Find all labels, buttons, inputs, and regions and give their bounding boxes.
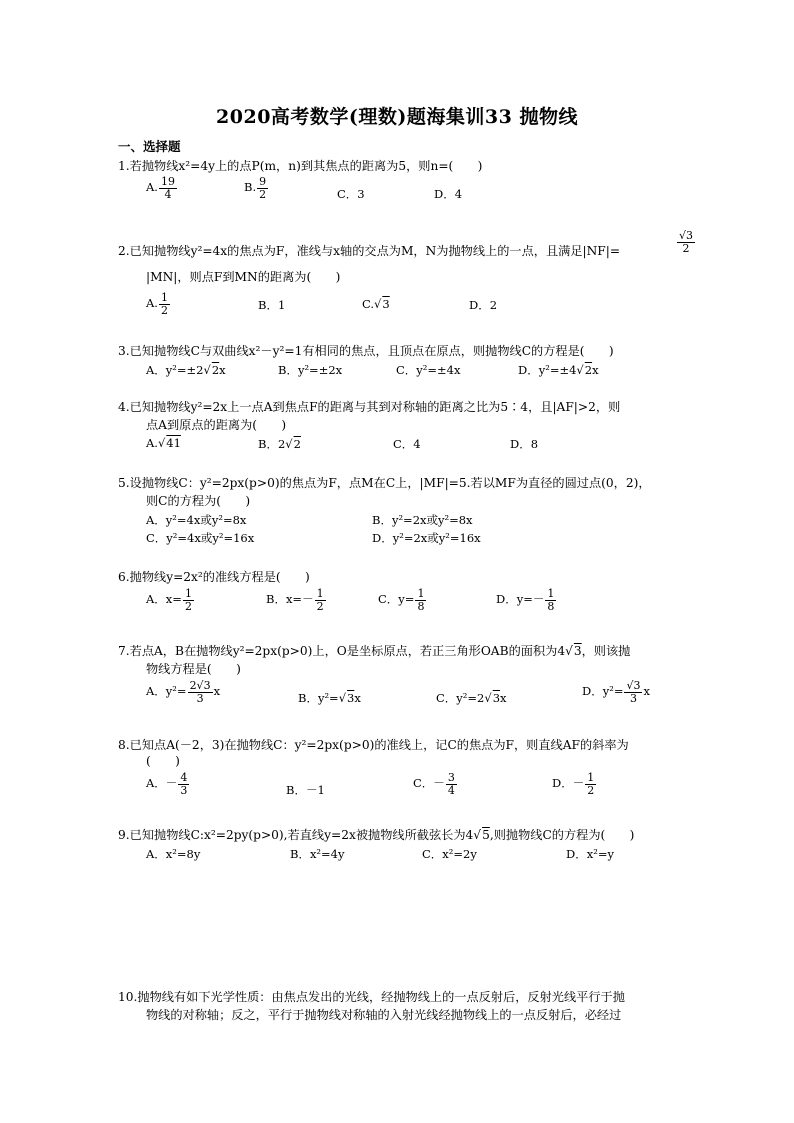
question-3-stem: 3.已知抛物线C与双曲线x²－y²=1有相同的焦点，且顶点在原点，则抛物线C的方程是( ) — [118, 344, 614, 358]
q6-option-b: B．x=－ $\frac{1}{2}$ — [266, 587, 324, 613]
question-7-stem-line1: 7.若点A，B在抛物线y²=2px(p>0)上，O是坐标原点，若正三角形OAB的面积为4√3，则该抛 — [118, 644, 631, 658]
q2-stem-fraction: $\frac{√3}{2}$ — [679, 229, 694, 255]
q5-option-a: A．y²=4x或y²=8x — [146, 513, 247, 527]
section-heading: 一、选择题 — [118, 139, 181, 154]
question-4-stem-line2: 点A到原点的距离为( ) — [146, 418, 287, 432]
q4-option-d: D．8 — [510, 437, 539, 451]
q9-option-c: C．x²=2y — [422, 847, 477, 861]
q6-option-a: A．x= $\frac{1}{2}$ — [146, 587, 192, 613]
q1-option-c: C．3 — [337, 187, 365, 201]
q8-option-b: B．－1 — [286, 783, 325, 797]
q9-option-b: B．x²=4y — [290, 847, 345, 861]
q7-option-d: D．y²= $\frac{√3}{3}$ x — [582, 679, 650, 705]
q2-option-d: D．2 — [469, 298, 498, 312]
question-5-stem-line2: 则C的方程为( ) — [146, 494, 251, 508]
q3-option-c: C．y²=±4x — [396, 363, 461, 377]
question-10-stem-line1: 10.抛物线有如下光学性质：由焦点发出的光线，经抛物线上的一点反射后，反射光线平行于抛 — [118, 990, 625, 1004]
q8-option-c: C．－ $\frac{3}{4}$ — [413, 771, 455, 797]
q4-option-c: C．4 — [393, 437, 421, 451]
q5-option-d: D．y²=2x或y²=16x — [372, 531, 481, 545]
q9-option-a: A．x²=8y — [146, 847, 201, 861]
question-10-stem-line2: 物线的对称轴；反之，平行于抛物线对称轴的入射光线经抛物线上的一点反射后，必经过 — [146, 1008, 622, 1022]
q3-option-b: B．y²=±2x — [278, 363, 343, 377]
question-5-stem-line1: 5.设抛物线C：y²=2px(p>0)的焦点为F，点M在C上，|MF|=5.若以MF为直径的圆过点(0，2)， — [118, 476, 651, 490]
q5-option-b: B．y²=2x或y²=8x — [372, 513, 473, 527]
question-2-stem-line2: |MN|，则点F到MN的距离为( ) — [146, 270, 341, 284]
page-title: 2020高考数学(理数)题海集训33 抛物线 — [216, 106, 578, 128]
q1-option-d: D．4 — [434, 187, 463, 201]
q6-option-d: D．y=－ $\frac{1}{8}$ — [496, 587, 555, 613]
q3-option-a: A．y²=±2√2x — [146, 363, 226, 377]
q2-option-a: A. $\frac{1}{2}$ — [146, 291, 168, 317]
question-7-stem-line2: 物线方程是( ) — [146, 662, 241, 676]
q1-option-a: A. $\frac{19}{4}$ — [146, 175, 175, 201]
q7-option-a: A．y²= $\frac{2√3}{3}$ x — [146, 679, 221, 705]
q8-option-d: D．－ $\frac{1}{2}$ — [552, 771, 595, 797]
q4-option-a: A.√41 — [146, 436, 181, 450]
q7-option-c: C．y²=2√3x — [436, 691, 507, 705]
q5-option-c: C．y²=4x或y²=16x — [146, 531, 255, 545]
q9-option-d: D．x²=y — [566, 847, 614, 861]
q6-option-c: C．y= $\frac{1}{8}$ — [378, 587, 425, 613]
q3-option-d: D．y²=±4√2x — [518, 363, 599, 377]
question-9-stem: 9.已知抛物线C:x²=2py(p>0),若直线y=2x被抛物线所截弦长为4√5,则抛物线C的方程为( ) — [118, 828, 635, 842]
q2-option-b: B．1 — [258, 298, 286, 312]
question-8-stem-line1: 8.已知点A(－2，3)在抛物线C：y²=2px(p>0)的准线上，记C的焦点为F，则直线AF的斜率为 — [118, 738, 629, 752]
q4-option-b: B．2√2 — [258, 437, 301, 451]
question-1-stem: 1.若抛物线x²=4y上的点P(m，n)到其焦点的距离为5，则n=( ) — [118, 159, 483, 173]
question-6-stem: 6.抛物线y=2x²的准线方程是( ) — [118, 570, 310, 584]
question-4-stem-line1: 4.已知抛物线y²=2x上一点A到焦点F的距离与其到对称轴的距离之比为5∶4，且|AF|>2，则 — [118, 400, 621, 414]
q7-option-b: B．y²=√3x — [298, 691, 361, 705]
question-8-stem-line2: ( ) — [146, 754, 180, 768]
q1-option-b: B. $\frac{9}{2}$ — [244, 175, 267, 201]
q2-option-c: C.√3 — [362, 297, 390, 311]
q8-option-a: A．－ $\frac{4}{3}$ — [146, 771, 188, 797]
question-2-stem-line1: 2.已知抛物线y²=4x的焦点为F，准线与x轴的交点为M，N为抛物线上的一点，且满足|NF|= — [118, 244, 621, 258]
